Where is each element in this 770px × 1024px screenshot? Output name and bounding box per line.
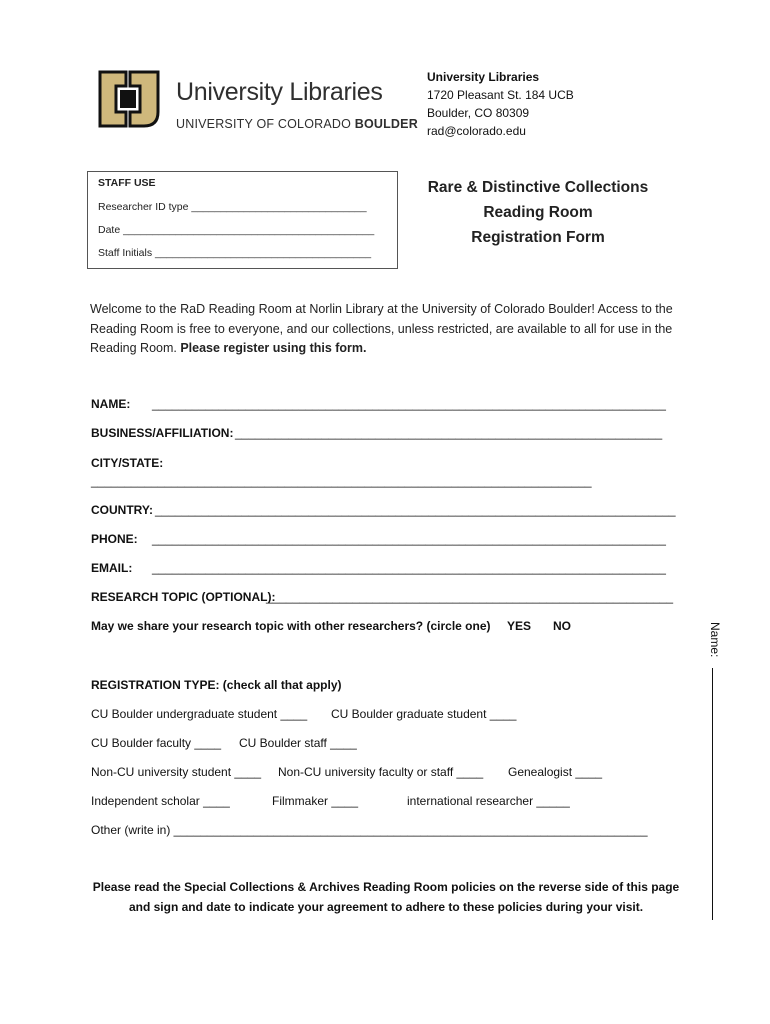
option-independent-scholar[interactable]: Independent scholar ____ [91,794,230,808]
intro-paragraph [90,300,690,359]
address-email: rad@colorado.edu [427,124,526,138]
logo-subtitle-prefix: UNIVERSITY OF COLORADO [176,117,352,131]
staff-use-box [87,171,398,269]
side-name-label: Name: [708,622,722,658]
name-field[interactable]: _____________________________________________________________________________ [152,397,666,411]
share-yes-option[interactable]: YES [507,619,532,633]
library-address [427,68,574,140]
email-label: EMAIL: [91,561,133,575]
option-undergraduate[interactable]: CU Boulder undergraduate student ____ [91,707,308,721]
name-label: NAME: [91,397,131,411]
intro-text: Welcome to the RaD Reading Room at Norlin Library at the University of Colorado Boulder! Access to the Reading Room is free to everyone, and our collections, unless restricted, are available to all for use in the Reading Room. [90,302,673,355]
option-noncu-student[interactable]: Non-CU university student ____ [91,765,262,779]
option-noncu-faculty[interactable]: Non-CU university faculty or staff ____ [278,765,484,779]
option-international[interactable]: international researcher _____ [407,794,570,808]
side-name-line[interactable] [712,668,713,920]
country-label: COUNTRY: [91,503,153,517]
form-title-line3: Registration Form [471,229,605,246]
address-name: University Libraries [427,70,540,84]
option-genealogist[interactable]: Genealogist ____ [508,765,603,779]
researcher-id-field[interactable]: Researcher ID type ______________________________ [98,201,367,213]
intro-bold: Please register using this form. [180,341,367,355]
form-title-line2: Reading Room [483,204,593,221]
logo-title: University Libraries [176,78,383,106]
email-field[interactable]: _____________________________________________________________________________ [152,561,666,575]
research-field[interactable]: _____________________________________________________________ [266,590,674,604]
country-field[interactable]: ______________________________________________________________________________ [155,503,676,517]
option-filmmaker[interactable]: Filmmaker ____ [272,794,359,808]
form-title [420,175,656,250]
share-question: May we share your research topic with other researchers? (circle one) [91,619,491,633]
footer-note [86,878,686,917]
option-other[interactable]: Other (write in) _______________________________________________________________________ [91,823,648,837]
cu-logo-icon [96,66,162,132]
option-faculty[interactable]: CU Boulder faculty ____ [91,736,222,750]
business-label: BUSINESS/AFFILIATION: [91,426,234,440]
city-field[interactable]: ___________________________________________________________________________ [91,474,592,488]
registration-heading: REGISTRATION TYPE: (check all that apply) [91,678,342,692]
logo-subtitle [176,117,418,131]
address-city: Boulder, CO 80309 [427,106,530,120]
footer-line1: Please read the Special Collections & Archives Reading Room policies on the reverse side of this page [92,880,680,894]
share-no-option[interactable]: NO [553,619,571,633]
business-field[interactable]: ________________________________________________________________ [235,426,663,440]
form-title-line1: Rare & Distinctive Collections [427,179,649,196]
city-label: CITY/STATE: [91,456,164,470]
staff-date-field[interactable]: Date ___________________________________________ [98,224,375,236]
staff-use-heading: STAFF USE [98,177,156,189]
option-graduate[interactable]: CU Boulder graduate student ____ [331,707,517,721]
option-staff[interactable]: CU Boulder staff ____ [239,736,357,750]
staff-initials-field[interactable]: Staff Initials _____________________________________ [98,247,372,259]
footer-line2: and sign and date to indicate your agreement to adhere to these policies during your visit. [128,899,644,914]
phone-field[interactable]: _____________________________________________________________________________ [152,532,666,546]
research-label: RESEARCH TOPIC (OPTIONAL): [91,590,276,604]
logo-subtitle-bold: BOULDER [354,117,418,131]
address-street: 1720 Pleasant St. 184 UCB [427,88,574,102]
phone-label: PHONE: [91,532,138,546]
